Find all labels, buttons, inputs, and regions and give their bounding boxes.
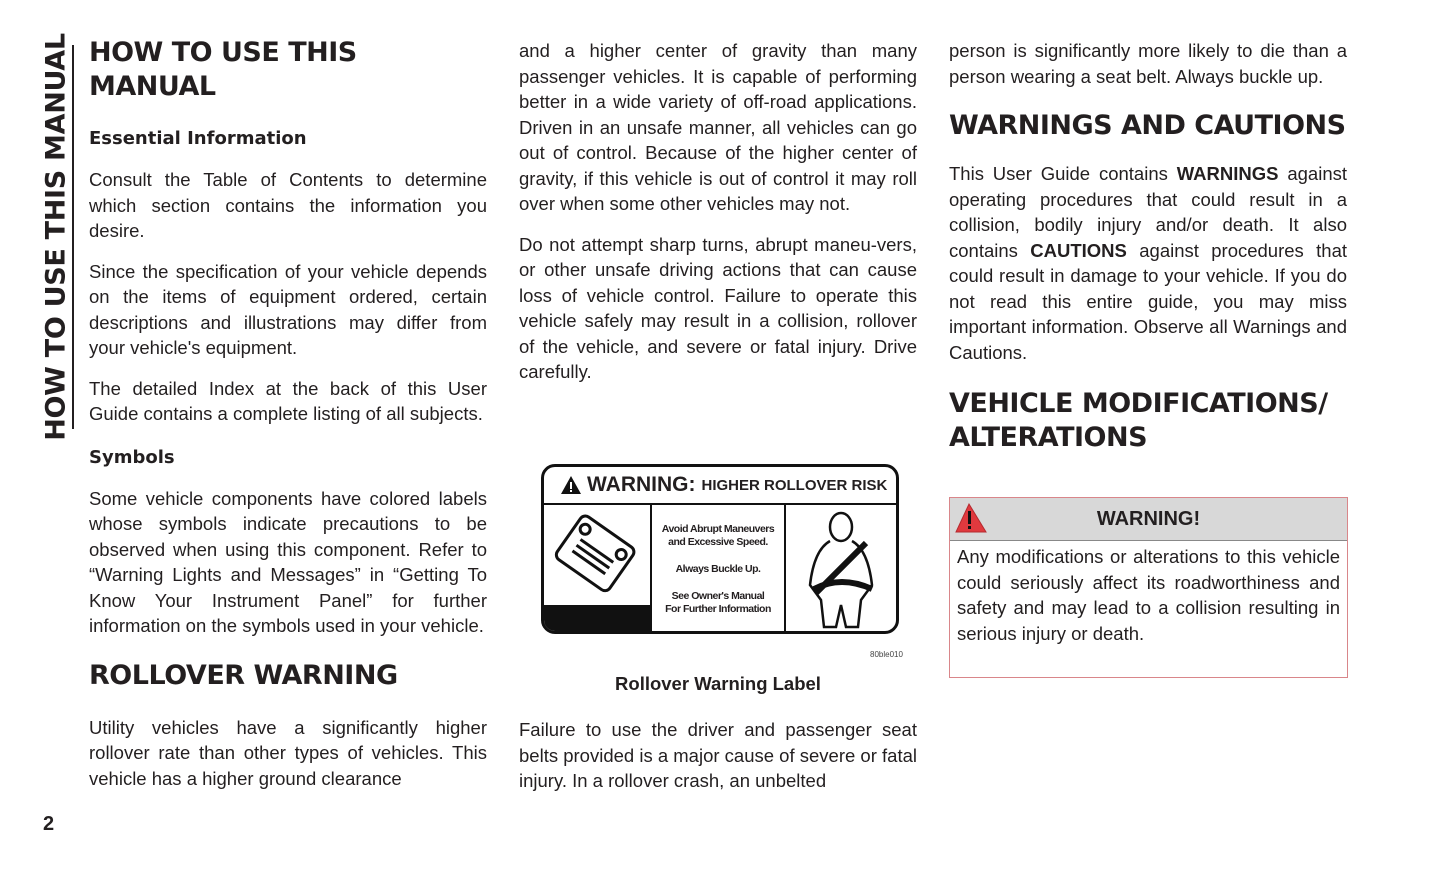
heading-line: ALTERATIONS xyxy=(949,422,1148,453)
page-number: 2 xyxy=(43,813,55,835)
label-text: and Excessive Speed. xyxy=(668,535,768,548)
label-text: Avoid Abrupt Maneuvers xyxy=(661,522,775,535)
seatbelt-person-icon xyxy=(786,505,896,633)
essential-heading: Essential Information xyxy=(89,128,307,149)
label-text: Always Buckle Up. xyxy=(675,562,761,575)
symbols-heading: Symbols xyxy=(89,446,175,468)
column-1 xyxy=(89,36,487,791)
modifications-heading xyxy=(949,387,1347,455)
label-warning-word: WARNING: xyxy=(587,473,696,496)
rollover-heading: ROLLOVER WARNING xyxy=(89,659,398,691)
side-tab xyxy=(38,33,74,441)
paragraph: Some vehicle components have colored labels whose symbols indicate precautions to be observed when using this component. Refer to “Warning Lights and Messages” in “Getting To Know Your Instrument Panel” for further information on the symbols used in your vehicle. xyxy=(89,487,487,636)
warning-triangle-icon xyxy=(954,502,988,534)
heading-line: VEHICLE MODIFICATIONS/ xyxy=(949,388,1328,419)
paragraph: Consult the Table of Contents to determine which section contains the information you desire. xyxy=(89,169,487,241)
label-text: See Owner's Manual xyxy=(671,589,765,602)
section-title: HOW TO USE THIS MANUAL xyxy=(89,37,357,102)
label-text: For Further Information xyxy=(665,602,771,615)
column-3 xyxy=(949,38,1347,455)
column-2 xyxy=(519,38,917,385)
paragraph: Since the specification of your vehicle depends on the items of equipment ordered, certain descriptions and illustrations may differ from your vehicle's equipment. xyxy=(89,260,487,358)
paragraph: and a higher center of gravity than many passenger vehicles. It is capable of performing better in a wide variety of off-road applications. Driven in an unsafe manner, all vehicles can go out of control. Because of the higher center of gravity, if this vehicle is out of control it may roll over when some other vehicles may not. xyxy=(519,40,917,214)
text: against operating procedures that could result in a collision, bodily injury and/or death. It also contains xyxy=(949,163,1348,261)
label-instructions xyxy=(652,505,786,633)
paragraph: person is significantly more likely to die than a person wearing a seat belt. Always buckle up. xyxy=(949,40,1347,87)
side-tab-label: HOW TO USE THIS MANUAL xyxy=(40,33,72,441)
text: against procedures that could result in damage to your vehicle. If you do not read this entire guide, you may miss important information. Observe all Warnings and Cautions. xyxy=(949,239,1347,363)
warning-box xyxy=(949,497,1348,678)
warning-triangle-icon xyxy=(560,475,582,495)
warning-box-text: Any modifications or alterations to this vehicle could seriously affect its roadworthiness and safety and may lead to a collision resulting in serious injury or death. xyxy=(957,546,1340,644)
warning-box-title: WARNING! xyxy=(1096,507,1201,530)
paragraph: Utility vehicles have a significantly higher rollover rate than other types of vehicles. This vehicle has a higher ground clearance xyxy=(89,716,487,789)
paragraph: Failure to use the driver and passenger seat belts provided is a major cause of severe or fatal injury. In a rollover crash, an unbelted xyxy=(519,719,917,791)
warnings-cautions-heading: WARNINGS AND CAUTIONS xyxy=(949,110,1346,141)
side-divider xyxy=(72,45,74,429)
paragraph xyxy=(949,161,1347,365)
text-bold: CAUTIONS xyxy=(1030,239,1127,261)
text: This User Guide contains xyxy=(949,163,1177,184)
column-2-bottom xyxy=(519,717,917,794)
rollover-vehicle-icon xyxy=(544,505,652,633)
label-code: 80ble010 xyxy=(870,650,903,659)
text-bold: WARNINGS xyxy=(1176,163,1279,184)
figure-caption: Rollover Warning Label xyxy=(615,673,821,694)
rollover-warning-label-image xyxy=(541,464,899,634)
paragraph: Do not attempt sharp turns, abrupt maneu-vers, or other unsafe driving actions that can cause loss of vehicle control. Failure to operate this vehicle safely may result in a collision, rollover of the vehicle, and severe or fatal injury. Drive carefully. xyxy=(519,233,917,382)
label-warning-rest: HIGHER ROLLOVER RISK xyxy=(701,476,888,494)
paragraph: The detailed Index at the back of this User Guide contains a complete listing of all subjects. xyxy=(89,377,487,424)
